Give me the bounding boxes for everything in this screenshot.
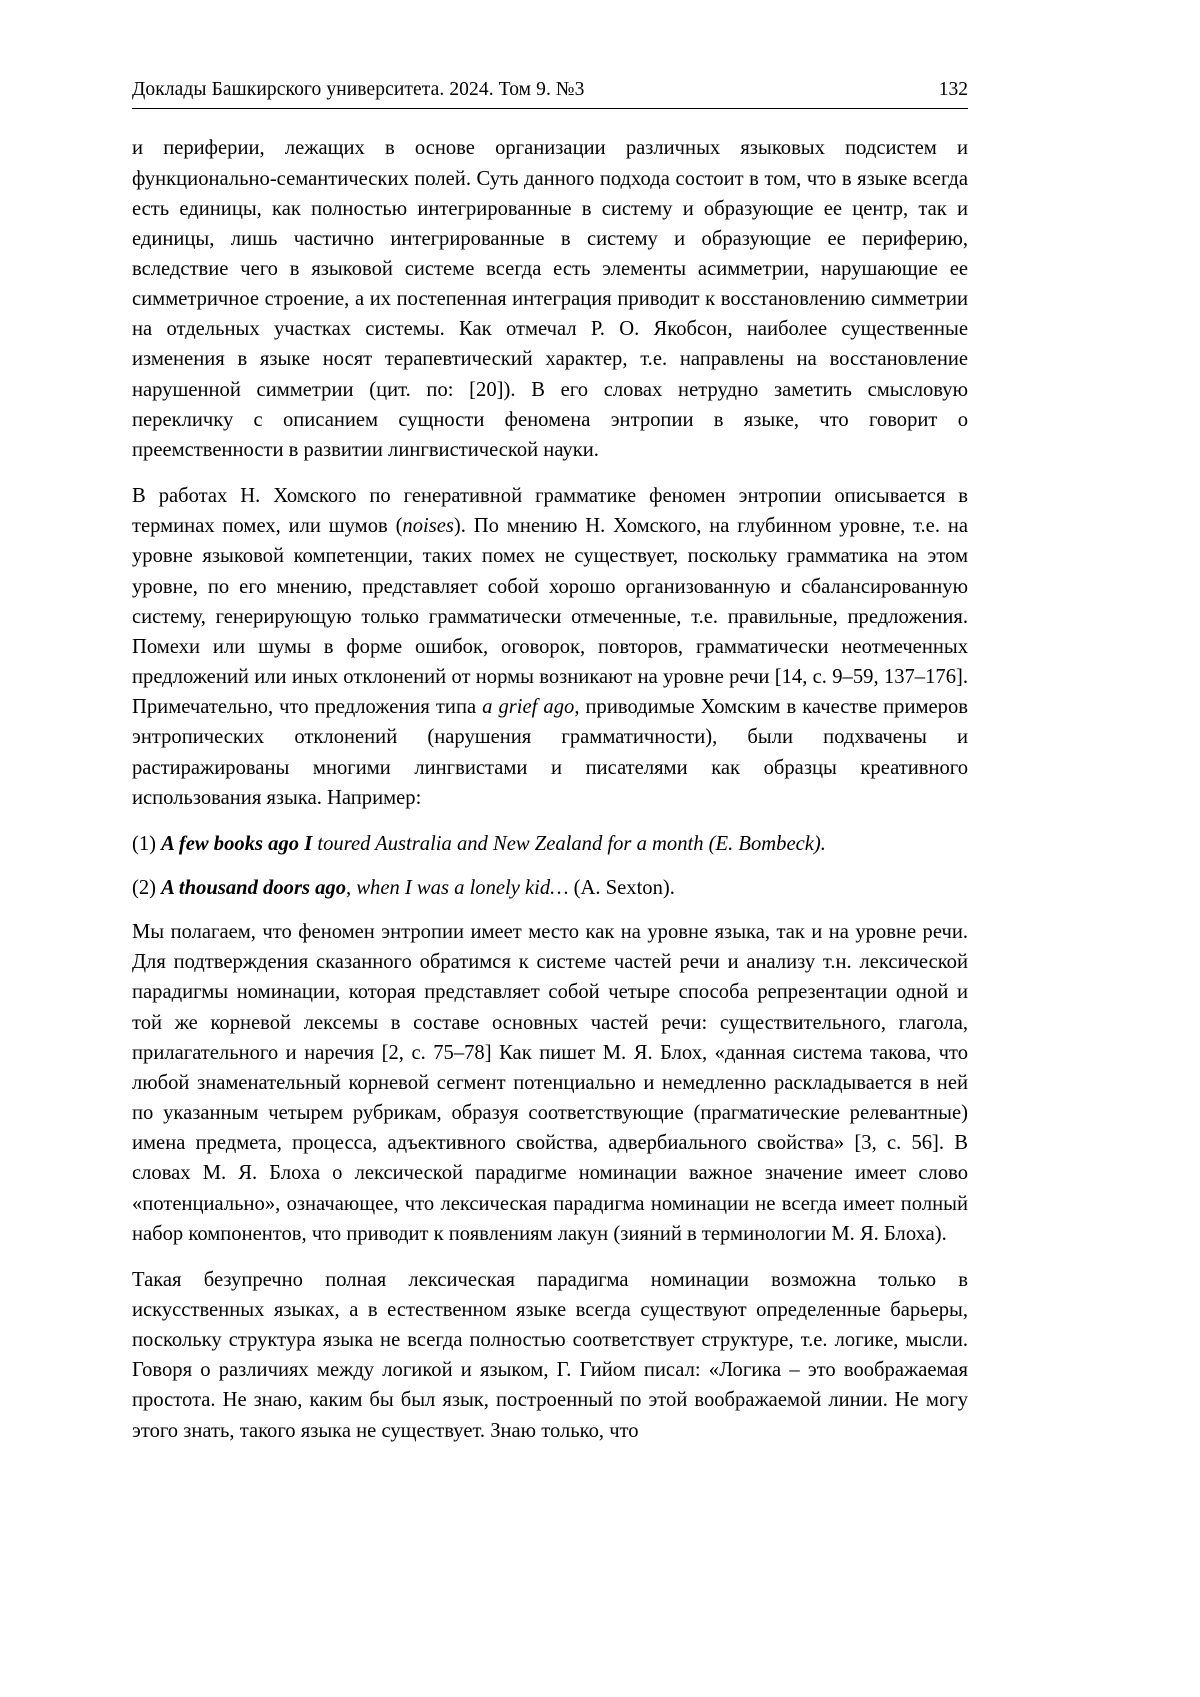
example-2-source: (A. Sexton). xyxy=(568,876,675,899)
paragraph-3: Такая безупречно полная лексическая парадигма номинации возможна только в искусственных языках, а в естественном языке всегда существуют определенные барьеры, поскольку структура языка не всегда полностью соответствует структуре, т.е. логике, мысли. Говоря о различиях между логикой и языком, Г. Гийом писал: «Логика – это воображаемая простота. Не знаю, каким бы был язык, построенный по этой воображаемой линии. Не могу этого знать, такого языка не существует. Знаю только, что xyxy=(132,1268,968,1442)
chomsky-italic-grief-ago: a grief ago xyxy=(482,696,575,719)
paragraph-2: Мы полагаем, что феномен энтропии имеет место как на уровне языка, так и на уровне речи. Для подтверждения сказанного обратимся к системе частей речи и анализу т.н. лексической парадигмы номинации, которая представляет собой четыре способа репрезентации одной и той же корневой лексемы в составе основных частей речи: существительного, глагола, прилагательного и наречия [2, с. 75–78] Как пишет М. Я. Блох, «данная система такова, что любой знаменательный корневой сегмент потенциально и немедленно раскладывается в ней по указанным четырем рубрикам, образуя соответствующие (прагматические релевантные) имена предмета, процесса, адъективного свойства, адвербиального свойства» [3, с. 56]. В словах М. Я. Блоха о лексической парадигме номинации важное значение имеет слово «потенциально», означающее, что лексическая парадигма номинации не всегда имеет полный набор компонентов, что приводит к появлениям лакун (зияний в терминологии М. Я. Блоха). xyxy=(132,921,968,1245)
example-2 xyxy=(132,873,968,903)
paragraph-chomsky xyxy=(132,481,968,813)
paragraph-1: и периферии, лежащих в основе организации различных языковых подсистем и функционально-семантических полей. Суть данного подхода состоит в том, что в языке всегда есть единицы, как полностью интегрированные в систему и образующие ее центр, так и единицы, лишь частично интегрированные в систему и образующие ее периферию, вследствие чего в языковой системе всегда есть элементы асимметрии, нарушающие ее симметричное строение, а их постепенная интеграция приводит к восстановлению симметрии на отдельных участках системы. Как отмечал Р. О. Якобсон, наиболее существенные изменения в языке носят терапевтический характер, т.е. направлены на восстановление нарушенной симметрии (цит. по: [20]). В его словах нетрудно заметить смысловую перекличку с описанием сущности феномена энтропии в языке, что говорит о преемственности в развитии лингвистической науки. xyxy=(132,137,968,461)
chomsky-text-part-1: В работах Н. Хомского по генеративной грамматике феномен энтропии описывается в терминах помех, или шумов ( xyxy=(132,485,968,538)
example-1-highlight: A few books ago I xyxy=(161,832,313,855)
example-1 xyxy=(132,829,968,859)
page-content xyxy=(132,78,968,1462)
example-2-highlight: A thousand doors ago xyxy=(161,876,347,899)
chomsky-text-part-3: , приводимые Хомским в качестве примеров энтропических отклонений (нарушения грамматичности), были подхвачены и растиражированы многими лингвистами и писателями как образцы креативного использования языка. Например: xyxy=(132,696,968,809)
journal-title: Доклады Башкирского университета. 2024. Том 9. №3 xyxy=(132,79,585,100)
chomsky-italic-noises: noises xyxy=(402,515,454,538)
example-2-text: , when I was a lonely kid… xyxy=(346,876,569,899)
running-head xyxy=(132,78,968,109)
example-1-number: (1) xyxy=(132,832,157,855)
chomsky-text-part-2: ). По мнению Н. Хомского, на глубинном уровне, т.е. на уровне языковой компетенции, таких помех не существует, поскольку грамматика на этом уровне, по его мнению, представляет собой хорошо организованную и сбалансированную систему, генерирующую только грамматически отмеченные, т.е. правильные, предложения. Помехи или шумы в форме ошибок, оговорок, повторов, грамматически неотмеченных предложений или иных отклонений от нормы возникают на уровне речи [14, с. 9–59, 137–176]. Примечательно, что предложения типа xyxy=(132,515,968,719)
page-number: 132 xyxy=(938,79,968,100)
example-1-text: toured Australia and New Zealand for a month (E. Bombeck). xyxy=(317,832,826,855)
example-2-number: (2) xyxy=(132,876,157,899)
